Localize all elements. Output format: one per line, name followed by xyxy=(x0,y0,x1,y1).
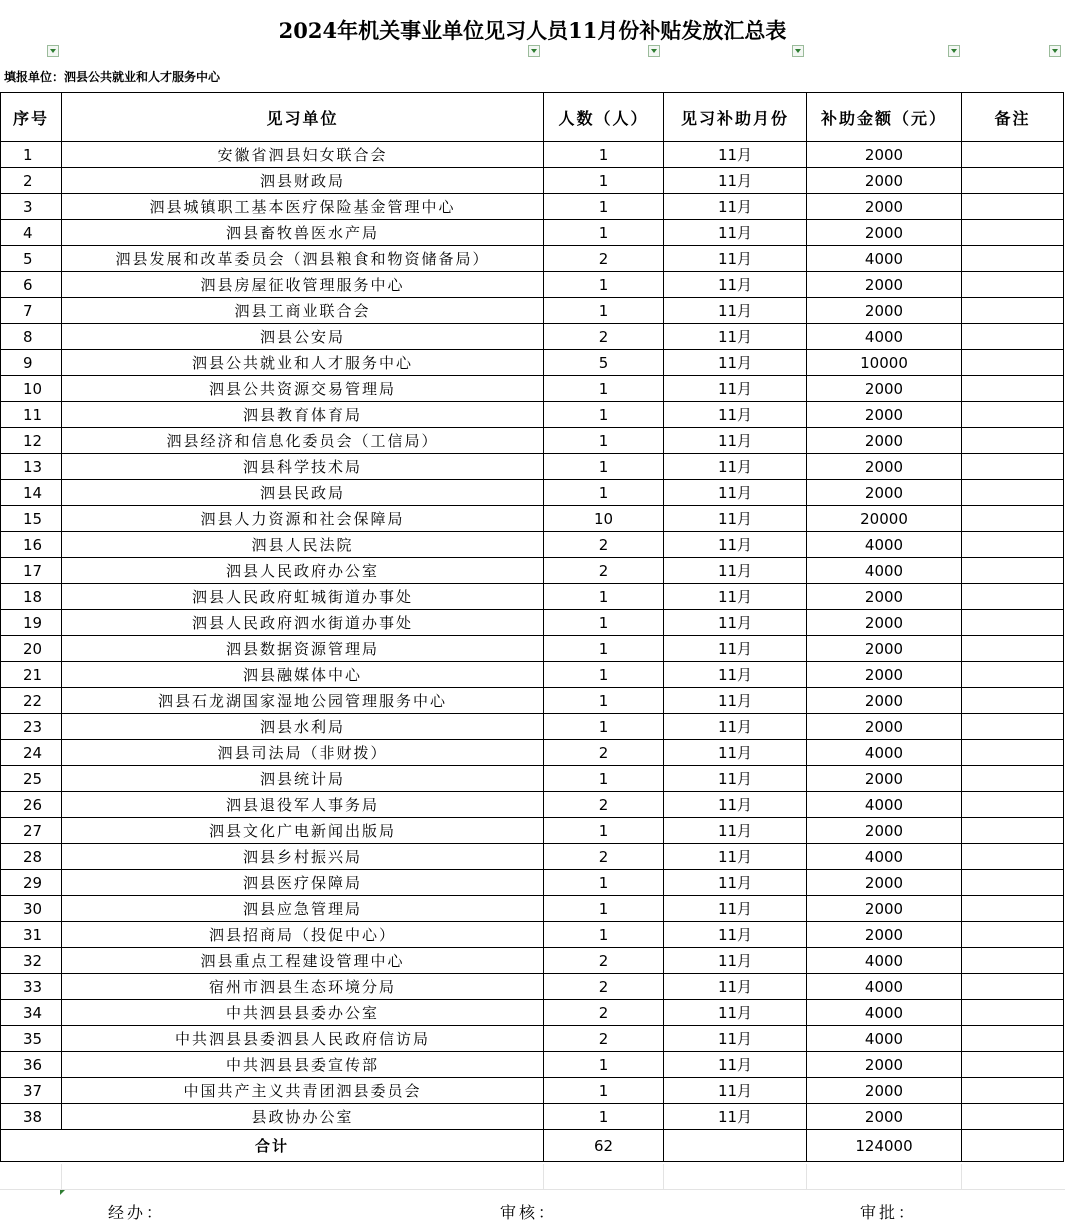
total-label[interactable]: 合计 xyxy=(1,1130,544,1162)
cell-month[interactable]: 11月 xyxy=(664,922,807,948)
cell-note[interactable] xyxy=(962,792,1064,818)
cell-seq[interactable]: 38 xyxy=(1,1104,62,1130)
table-row xyxy=(1,662,1064,688)
cell-month[interactable]: 11月 xyxy=(664,610,807,636)
cell-people[interactable]: 1 xyxy=(544,168,664,194)
cell-people[interactable]: 1 xyxy=(544,298,664,324)
cell-note[interactable] xyxy=(962,1052,1064,1078)
empty-cell[interactable] xyxy=(663,1164,807,1190)
cell-unit[interactable]: 泗县石龙湖国家湿地公园管理服务中心 xyxy=(62,688,544,714)
cell-seq[interactable]: 17 xyxy=(1,558,62,584)
table-row xyxy=(1,792,1064,818)
cell-people[interactable]: 1 xyxy=(544,194,664,220)
cell-month[interactable]: 11月 xyxy=(664,948,807,974)
cell-people[interactable]: 1 xyxy=(544,480,664,506)
cell-people[interactable]: 1 xyxy=(544,1104,664,1130)
empty-cell[interactable] xyxy=(806,1164,962,1190)
cell-amount[interactable]: 4000 xyxy=(807,740,962,766)
cell-unit[interactable]: 泗县房屋征收管理服务中心 xyxy=(62,272,544,298)
cell-people[interactable]: 2 xyxy=(544,844,664,870)
cell-unit[interactable]: 泗县司法局（非财拨） xyxy=(62,740,544,766)
cell-unit[interactable]: 泗县人民政府办公室 xyxy=(62,558,544,584)
cell-unit[interactable]: 泗县公共就业和人才服务中心 xyxy=(62,350,544,376)
cell-people[interactable]: 2 xyxy=(544,792,664,818)
cell-people[interactable]: 1 xyxy=(544,272,664,298)
cell-people[interactable]: 2 xyxy=(544,246,664,272)
header-seq[interactable]: 序号 xyxy=(1,93,62,142)
cell-month[interactable]: 11月 xyxy=(664,324,807,350)
cell-note[interactable] xyxy=(962,844,1064,870)
cell-month[interactable]: 11月 xyxy=(664,584,807,610)
cell-seq[interactable]: 11 xyxy=(1,402,62,428)
cell-note[interactable] xyxy=(962,740,1064,766)
filter-dropdown-icon[interactable] xyxy=(948,45,960,57)
cell-unit[interactable]: 泗县招商局（投促中心） xyxy=(62,922,544,948)
cell-amount[interactable]: 4000 xyxy=(807,844,962,870)
cell-month[interactable]: 11月 xyxy=(664,740,807,766)
cell-note[interactable] xyxy=(962,896,1064,922)
cell-people[interactable]: 2 xyxy=(544,558,664,584)
table-row xyxy=(1,454,1064,480)
cell-amount[interactable]: 2000 xyxy=(807,714,962,740)
cell-note[interactable] xyxy=(962,272,1064,298)
cell-month[interactable]: 11月 xyxy=(664,220,807,246)
empty-cell[interactable] xyxy=(543,1164,664,1190)
cell-unit[interactable]: 泗县数据资源管理局 xyxy=(62,636,544,662)
cell-seq[interactable]: 1 xyxy=(1,142,62,168)
cell-people[interactable]: 1 xyxy=(544,402,664,428)
cell-month[interactable]: 11月 xyxy=(664,1078,807,1104)
total-row xyxy=(1,1130,1064,1162)
cell-note[interactable] xyxy=(962,246,1064,272)
cell-seq[interactable]: 26 xyxy=(1,792,62,818)
table-row xyxy=(1,402,1064,428)
cell-month[interactable]: 11月 xyxy=(664,1052,807,1078)
cell-note[interactable] xyxy=(962,1026,1064,1052)
cell-month[interactable]: 11月 xyxy=(664,532,807,558)
approver-signature-label: 审批： xyxy=(860,1203,918,1222)
cell-amount[interactable]: 2000 xyxy=(807,376,962,402)
cell-amount[interactable]: 2000 xyxy=(807,766,962,792)
cell-seq[interactable]: 10 xyxy=(1,376,62,402)
cell-amount[interactable]: 4000 xyxy=(807,1000,962,1026)
cell-note[interactable] xyxy=(962,506,1064,532)
cell-people[interactable]: 1 xyxy=(544,610,664,636)
cell-seq[interactable]: 33 xyxy=(1,974,62,1000)
cell-note[interactable] xyxy=(962,142,1064,168)
cell-month[interactable]: 11月 xyxy=(664,506,807,532)
cell-seq[interactable]: 5 xyxy=(1,246,62,272)
cell-amount[interactable]: 2000 xyxy=(807,610,962,636)
cell-unit[interactable]: 泗县民政局 xyxy=(62,480,544,506)
cell-people[interactable]: 1 xyxy=(544,922,664,948)
cell-note[interactable] xyxy=(962,974,1064,1000)
table-row xyxy=(1,272,1064,298)
cell-month[interactable]: 11月 xyxy=(664,194,807,220)
table-row xyxy=(1,1000,1064,1026)
cell-amount[interactable]: 2000 xyxy=(807,272,962,298)
header-note[interactable]: 备注 xyxy=(962,93,1064,142)
empty-cell[interactable] xyxy=(0,1164,62,1190)
cell-seq[interactable]: 34 xyxy=(1,1000,62,1026)
table-row xyxy=(1,714,1064,740)
cell-month[interactable]: 11月 xyxy=(664,558,807,584)
cell-month[interactable]: 11月 xyxy=(664,1026,807,1052)
cell-month[interactable]: 11月 xyxy=(664,896,807,922)
cell-unit[interactable]: 泗县经济和信息化委员会（工信局） xyxy=(62,428,544,454)
cell-amount[interactable]: 2000 xyxy=(807,428,962,454)
cell-amount[interactable]: 2000 xyxy=(807,194,962,220)
cell-unit[interactable]: 泗县发展和改革委员会（泗县粮食和物资储备局） xyxy=(62,246,544,272)
cell-amount[interactable]: 2000 xyxy=(807,896,962,922)
table-row xyxy=(1,688,1064,714)
cell-month[interactable]: 11月 xyxy=(664,454,807,480)
cell-seq[interactable]: 35 xyxy=(1,1026,62,1052)
cell-unit[interactable]: 泗县畜牧兽医水产局 xyxy=(62,220,544,246)
cell-seq[interactable]: 13 xyxy=(1,454,62,480)
subsidy-table xyxy=(0,92,1064,1162)
table-row xyxy=(1,428,1064,454)
cell-people[interactable]: 1 xyxy=(544,1052,664,1078)
cell-note[interactable] xyxy=(962,870,1064,896)
cell-people[interactable]: 1 xyxy=(544,766,664,792)
cell-seq[interactable]: 2 xyxy=(1,168,62,194)
cell-amount[interactable]: 2000 xyxy=(807,480,962,506)
cell-month[interactable]: 11月 xyxy=(664,376,807,402)
table-row xyxy=(1,298,1064,324)
filter-dropdown-icon[interactable] xyxy=(648,45,660,57)
cell-note[interactable] xyxy=(962,532,1064,558)
cell-note[interactable] xyxy=(962,662,1064,688)
cell-unit[interactable]: 泗县融媒体中心 xyxy=(62,662,544,688)
cell-note[interactable] xyxy=(962,480,1064,506)
cell-seq[interactable]: 16 xyxy=(1,532,62,558)
cell-seq[interactable]: 7 xyxy=(1,298,62,324)
cell-unit[interactable]: 泗县公安局 xyxy=(62,324,544,350)
cell-note[interactable] xyxy=(962,194,1064,220)
cell-note[interactable] xyxy=(962,584,1064,610)
cell-unit[interactable]: 泗县城镇职工基本医疗保险基金管理中心 xyxy=(62,194,544,220)
cell-amount[interactable]: 2000 xyxy=(807,636,962,662)
cell-people[interactable]: 2 xyxy=(544,532,664,558)
cell-amount[interactable]: 2000 xyxy=(807,1078,962,1104)
cell-note[interactable] xyxy=(962,168,1064,194)
cell-note[interactable] xyxy=(962,220,1064,246)
cell-unit[interactable]: 泗县公共资源交易管理局 xyxy=(62,376,544,402)
cell-people[interactable]: 1 xyxy=(544,714,664,740)
cell-people[interactable]: 1 xyxy=(544,376,664,402)
cell-note[interactable] xyxy=(962,818,1064,844)
cell-seq[interactable]: 3 xyxy=(1,194,62,220)
cell-amount[interactable]: 10000 xyxy=(807,350,962,376)
cell-people[interactable]: 1 xyxy=(544,142,664,168)
table-row xyxy=(1,246,1064,272)
cell-people[interactable]: 1 xyxy=(544,584,664,610)
cell-note[interactable] xyxy=(962,766,1064,792)
cell-people[interactable]: 2 xyxy=(544,1026,664,1052)
table-row xyxy=(1,558,1064,584)
table-row xyxy=(1,220,1064,246)
cell-note[interactable] xyxy=(962,1000,1064,1026)
cell-people[interactable]: 10 xyxy=(544,506,664,532)
cell-unit[interactable]: 县政协办公室 xyxy=(62,1104,544,1130)
cell-people[interactable]: 2 xyxy=(544,948,664,974)
cell-note[interactable] xyxy=(962,428,1064,454)
cell-note[interactable] xyxy=(962,402,1064,428)
empty-cell[interactable] xyxy=(61,1164,544,1190)
table-header-row xyxy=(1,93,1064,142)
cell-note[interactable] xyxy=(962,454,1064,480)
table-row xyxy=(1,896,1064,922)
cell-unit[interactable]: 泗县乡村振兴局 xyxy=(62,844,544,870)
cell-month[interactable]: 11月 xyxy=(664,688,807,714)
cell-amount[interactable]: 2000 xyxy=(807,584,962,610)
cell-people[interactable]: 5 xyxy=(544,350,664,376)
cell-people[interactable]: 1 xyxy=(544,636,664,662)
filter-dropdown-icon[interactable] xyxy=(528,45,540,57)
table-row xyxy=(1,1104,1064,1130)
cell-people[interactable]: 1 xyxy=(544,870,664,896)
cell-amount[interactable]: 2000 xyxy=(807,662,962,688)
table-row xyxy=(1,922,1064,948)
table-row xyxy=(1,532,1064,558)
cell-amount[interactable]: 2000 xyxy=(807,1104,962,1130)
cell-people[interactable]: 1 xyxy=(544,428,664,454)
cell-seq[interactable]: 29 xyxy=(1,870,62,896)
cell-unit[interactable]: 中共泗县县委泗县人民政府信访局 xyxy=(62,1026,544,1052)
cell-seq[interactable]: 19 xyxy=(1,610,62,636)
cell-month[interactable]: 11月 xyxy=(664,766,807,792)
cell-people[interactable]: 1 xyxy=(544,220,664,246)
cell-month[interactable]: 11月 xyxy=(664,818,807,844)
table-row xyxy=(1,844,1064,870)
cell-unit[interactable]: 泗县工商业联合会 xyxy=(62,298,544,324)
cell-people[interactable]: 2 xyxy=(544,324,664,350)
cell-seq[interactable]: 37 xyxy=(1,1078,62,1104)
cell-unit[interactable]: 泗县人民法院 xyxy=(62,532,544,558)
cell-month[interactable]: 11月 xyxy=(664,246,807,272)
cell-note[interactable] xyxy=(962,350,1064,376)
cell-seq[interactable]: 21 xyxy=(1,662,62,688)
cell-people[interactable]: 1 xyxy=(544,896,664,922)
cell-seq[interactable]: 18 xyxy=(1,584,62,610)
header-unit[interactable]: 见习单位 xyxy=(62,93,544,142)
cell-note[interactable] xyxy=(962,376,1064,402)
table-row xyxy=(1,168,1064,194)
cell-unit[interactable]: 泗县文化广电新闻出版局 xyxy=(62,818,544,844)
cell-unit[interactable]: 泗县人民政府泗水街道办事处 xyxy=(62,610,544,636)
cell-people[interactable]: 1 xyxy=(544,454,664,480)
cell-month[interactable]: 11月 xyxy=(664,168,807,194)
cell-amount[interactable]: 4000 xyxy=(807,1026,962,1052)
cell-unit[interactable]: 宿州市泗县生态环境分局 xyxy=(62,974,544,1000)
cell-seq[interactable]: 28 xyxy=(1,844,62,870)
cell-unit[interactable]: 中共泗县县委办公室 xyxy=(62,1000,544,1026)
cell-unit[interactable]: 泗县统计局 xyxy=(62,766,544,792)
cell-unit[interactable]: 泗县科学技术局 xyxy=(62,454,544,480)
cell-amount[interactable]: 4000 xyxy=(807,532,962,558)
cell-month[interactable]: 11月 xyxy=(664,350,807,376)
cell-people[interactable]: 2 xyxy=(544,1000,664,1026)
cell-month[interactable]: 11月 xyxy=(664,662,807,688)
cell-unit[interactable]: 泗县人民政府虹城街道办事处 xyxy=(62,584,544,610)
cell-seq[interactable]: 31 xyxy=(1,922,62,948)
table-row xyxy=(1,350,1064,376)
cell-seq[interactable]: 20 xyxy=(1,636,62,662)
cell-month[interactable]: 11月 xyxy=(664,298,807,324)
cell-amount[interactable]: 20000 xyxy=(807,506,962,532)
cell-month[interactable]: 11月 xyxy=(664,402,807,428)
cell-people[interactable]: 2 xyxy=(544,974,664,1000)
cell-unit[interactable]: 安徽省泗县妇女联合会 xyxy=(62,142,544,168)
cell-seq[interactable]: 23 xyxy=(1,714,62,740)
cell-amount[interactable]: 4000 xyxy=(807,246,962,272)
cell-note[interactable] xyxy=(962,636,1064,662)
cell-seq[interactable]: 25 xyxy=(1,766,62,792)
table-row xyxy=(1,766,1064,792)
cell-note[interactable] xyxy=(962,922,1064,948)
cell-month[interactable]: 11月 xyxy=(664,636,807,662)
cell-note[interactable] xyxy=(962,714,1064,740)
cell-amount[interactable]: 2000 xyxy=(807,688,962,714)
table-row xyxy=(1,610,1064,636)
cell-unit[interactable]: 中共泗县县委宣传部 xyxy=(62,1052,544,1078)
cell-amount[interactable]: 2000 xyxy=(807,454,962,480)
cell-month[interactable]: 11月 xyxy=(664,844,807,870)
cell-seq[interactable]: 15 xyxy=(1,506,62,532)
cell-amount[interactable]: 4000 xyxy=(807,948,962,974)
cell-note[interactable] xyxy=(962,1078,1064,1104)
cell-amount[interactable]: 4000 xyxy=(807,558,962,584)
cell-seq[interactable]: 27 xyxy=(1,818,62,844)
cell-note[interactable] xyxy=(962,298,1064,324)
cell-seq[interactable]: 4 xyxy=(1,220,62,246)
cell-month[interactable]: 11月 xyxy=(664,714,807,740)
cell-seq[interactable]: 6 xyxy=(1,272,62,298)
handler-signature-label: 经办： xyxy=(108,1203,166,1222)
cell-unit[interactable]: 泗县水利局 xyxy=(62,714,544,740)
cell-month[interactable]: 11月 xyxy=(664,792,807,818)
table-row xyxy=(1,142,1064,168)
cell-month[interactable]: 11月 xyxy=(664,428,807,454)
header-people[interactable]: 人数（人） xyxy=(544,93,664,142)
cell-seq[interactable]: 32 xyxy=(1,948,62,974)
table-row xyxy=(1,1052,1064,1078)
filler-unit: 填报单位：泗县公共就业和人才服务中心 xyxy=(4,69,221,84)
table-row xyxy=(1,948,1064,974)
cell-comment-marker-icon xyxy=(60,1190,65,1195)
cell-unit[interactable]: 中国共产主义共青团泗县委员会 xyxy=(62,1078,544,1104)
cell-note[interactable] xyxy=(962,324,1064,350)
cell-amount[interactable]: 2000 xyxy=(807,402,962,428)
table-row xyxy=(1,1026,1064,1052)
table-row xyxy=(1,818,1064,844)
cell-month[interactable]: 11月 xyxy=(664,1104,807,1130)
header-amount[interactable]: 补助金额（元） xyxy=(807,93,962,142)
total-people[interactable]: 62 xyxy=(544,1130,664,1162)
total-month-cell[interactable] xyxy=(664,1130,807,1162)
cell-note[interactable] xyxy=(962,558,1064,584)
cell-seq[interactable]: 12 xyxy=(1,428,62,454)
table-row xyxy=(1,480,1064,506)
table-row xyxy=(1,740,1064,766)
table-row xyxy=(1,636,1064,662)
cell-amount[interactable]: 2000 xyxy=(807,220,962,246)
cell-seq[interactable]: 36 xyxy=(1,1052,62,1078)
cell-people[interactable]: 1 xyxy=(544,662,664,688)
table-row xyxy=(1,974,1064,1000)
header-month[interactable]: 见习补助月份 xyxy=(664,93,807,142)
table-row xyxy=(1,1078,1064,1104)
table-row xyxy=(1,324,1064,350)
filter-dropdown-icon[interactable] xyxy=(792,45,804,57)
cell-amount[interactable]: 2000 xyxy=(807,298,962,324)
filter-dropdown-icon[interactable] xyxy=(1049,45,1061,57)
cell-month[interactable]: 11月 xyxy=(664,1000,807,1026)
cell-amount[interactable]: 4000 xyxy=(807,792,962,818)
cell-unit[interactable]: 泗县应急管理局 xyxy=(62,896,544,922)
cell-amount[interactable]: 2000 xyxy=(807,168,962,194)
table-row xyxy=(1,584,1064,610)
cell-seq[interactable]: 24 xyxy=(1,740,62,766)
gridline xyxy=(0,1189,1065,1190)
cell-month[interactable]: 11月 xyxy=(664,870,807,896)
cell-amount[interactable]: 2000 xyxy=(807,818,962,844)
cell-people[interactable]: 1 xyxy=(544,1078,664,1104)
cell-month[interactable]: 11月 xyxy=(664,142,807,168)
cell-unit[interactable]: 泗县重点工程建设管理中心 xyxy=(62,948,544,974)
reviewer-signature-label: 审核： xyxy=(500,1203,558,1222)
cell-note[interactable] xyxy=(962,1104,1064,1130)
cell-unit[interactable]: 泗县人力资源和社会保障局 xyxy=(62,506,544,532)
cell-month[interactable]: 11月 xyxy=(664,480,807,506)
cell-amount[interactable]: 2000 xyxy=(807,870,962,896)
cell-seq[interactable]: 30 xyxy=(1,896,62,922)
total-note-cell[interactable] xyxy=(962,1130,1064,1162)
cell-note[interactable] xyxy=(962,948,1064,974)
cell-month[interactable]: 11月 xyxy=(664,974,807,1000)
cell-amount[interactable]: 2000 xyxy=(807,922,962,948)
cell-amount[interactable]: 4000 xyxy=(807,974,962,1000)
table-row xyxy=(1,194,1064,220)
cell-note[interactable] xyxy=(962,688,1064,714)
cell-amount[interactable]: 4000 xyxy=(807,324,962,350)
cell-unit[interactable]: 泗县退役军人事务局 xyxy=(62,792,544,818)
cell-month[interactable]: 11月 xyxy=(664,272,807,298)
cell-people[interactable]: 2 xyxy=(544,740,664,766)
table-row xyxy=(1,870,1064,896)
total-amount[interactable]: 124000 xyxy=(807,1130,962,1162)
cell-note[interactable] xyxy=(962,610,1064,636)
sheet-title: 2024年机关事业单位见习人员11月份补贴发放汇总表 xyxy=(278,18,787,43)
cell-unit[interactable]: 泗县教育体育局 xyxy=(62,402,544,428)
cell-seq[interactable]: 14 xyxy=(1,480,62,506)
filter-dropdown-icon[interactable] xyxy=(47,45,59,57)
cell-amount[interactable]: 2000 xyxy=(807,142,962,168)
cell-people[interactable]: 1 xyxy=(544,818,664,844)
table-row xyxy=(1,376,1064,402)
cell-seq[interactable]: 8 xyxy=(1,324,62,350)
cell-unit[interactable]: 泗县财政局 xyxy=(62,168,544,194)
cell-people[interactable]: 1 xyxy=(544,688,664,714)
cell-amount[interactable]: 2000 xyxy=(807,1052,962,1078)
cell-seq[interactable]: 9 xyxy=(1,350,62,376)
cell-seq[interactable]: 22 xyxy=(1,688,62,714)
table-row xyxy=(1,506,1064,532)
cell-unit[interactable]: 泗县医疗保障局 xyxy=(62,870,544,896)
